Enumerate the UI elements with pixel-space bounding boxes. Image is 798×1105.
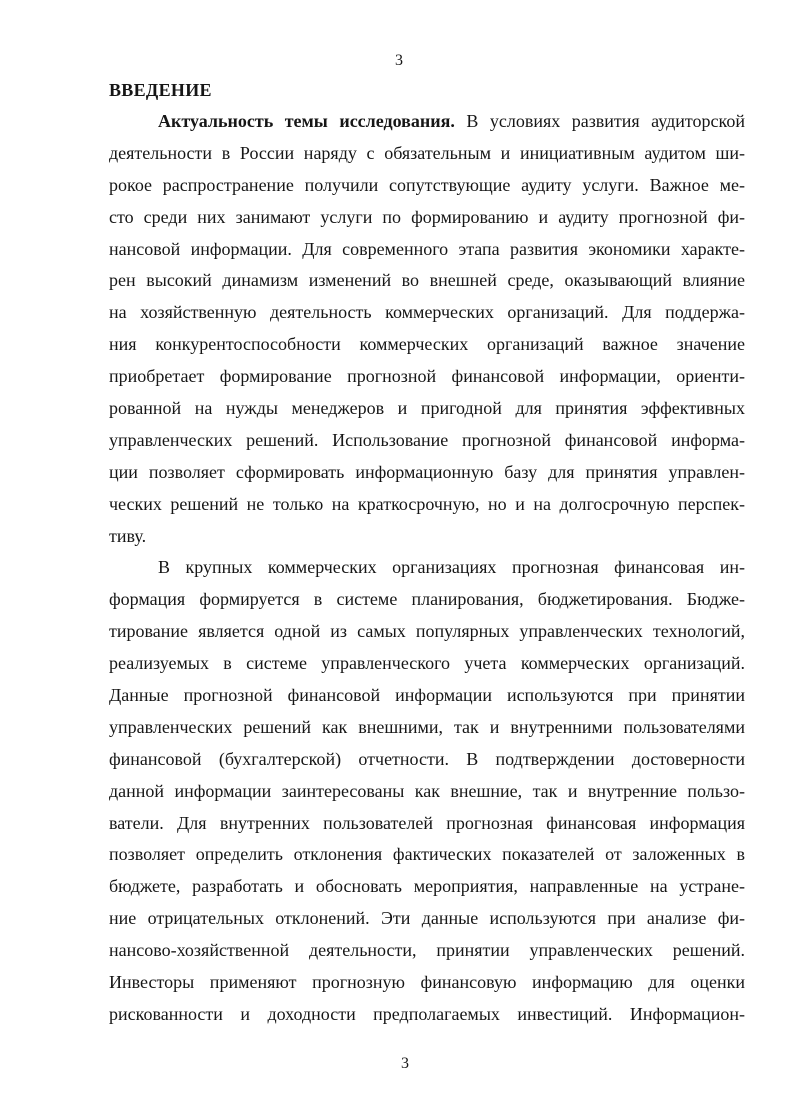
text-line: ватели. Для внутренних пользователей прогнозная финансовая информация: [109, 812, 745, 833]
text-line: Данные прогнозной финансовой информации используются при принятии: [109, 685, 745, 706]
section-heading: ВВЕДЕНИЕ: [109, 80, 212, 100]
text-line-run: В условиях развития аудиторской: [454, 111, 745, 131]
text-line: [109, 106, 745, 138]
bold-lead: Актуальность темы исследования.: [158, 111, 455, 131]
body-text: [109, 106, 745, 1031]
text-line: ции позволяет сформировать информационную базу для принятия управлен-: [109, 461, 745, 482]
text-line: нансово-хозяйственной деятельности, принятии управленческих решений.: [109, 940, 745, 961]
page-number-top: 3: [395, 52, 403, 69]
text-line: В крупных коммерческих организациях прогнозная финансовая ин-: [158, 557, 745, 578]
text-line: бюджете, разработать и обосновать мероприятия, направленные на устране-: [109, 876, 745, 897]
text-line: на хозяйственную деятельность коммерческих организаций. Для поддержа-: [109, 302, 745, 323]
text-line: реализуемых в системе управленческого учета коммерческих организаций.: [109, 653, 745, 674]
text-line: данной информации заинтересованы как внешние, так и внутренние пользо-: [109, 780, 745, 801]
text-line: финансовой (бухгалтерской) отчетности. В подтверждении достоверности: [109, 748, 745, 769]
text-line: ния конкурентоспособности коммерческих организаций важное значение: [109, 334, 745, 355]
text-line: ние отрицательных отклонений. Эти данные используются при анализе фи-: [109, 908, 745, 929]
text-line: тиву.: [109, 525, 147, 546]
text-line: Инвесторы применяют прогнозную финансовую информацию для оценки: [109, 972, 745, 993]
text-line: нансовой информации. Для современного этапа развития экономики характе-: [109, 238, 745, 259]
text-line: тирование является одной из самых популярных управленческих технологий,: [109, 621, 745, 642]
text-line: управленческих решений как внешними, так и внутренними пользователями: [109, 716, 745, 737]
page-number-bottom: 3: [401, 1055, 409, 1072]
text-line: рискованности и доходности предполагаемых инвестиций. Информацион-: [109, 1003, 745, 1024]
text-line: ческих решений не только на краткосрочную, но и на долгосрочную перспек-: [109, 493, 745, 514]
text-line: формация формируется в системе планирования, бюджетирования. Бюдже-: [109, 589, 745, 610]
text-line: рокое распространение получили сопутствующие аудиту услуги. Важное ме-: [109, 174, 745, 195]
text-line: управленческих решений. Использование прогнозной финансовой информа-: [109, 429, 745, 450]
text-line: позволяет определить отклонения фактических показателей от заложенных в: [109, 844, 745, 865]
text-line: рен высокий динамизм изменений во внешней среде, оказывающий влияние: [109, 270, 745, 291]
text-line: рованной на нужды менеджеров и пригодной для принятия эффективных: [109, 398, 745, 419]
text-line: деятельности в России наряду с обязательным и инициативным аудитом ши-: [109, 142, 745, 163]
text-line: приобретает формирование прогнозной финансовой информации, ориенти-: [109, 366, 745, 387]
text-line: сто среди них занимают услуги по формированию и аудиту прогнозной фи-: [109, 206, 745, 227]
